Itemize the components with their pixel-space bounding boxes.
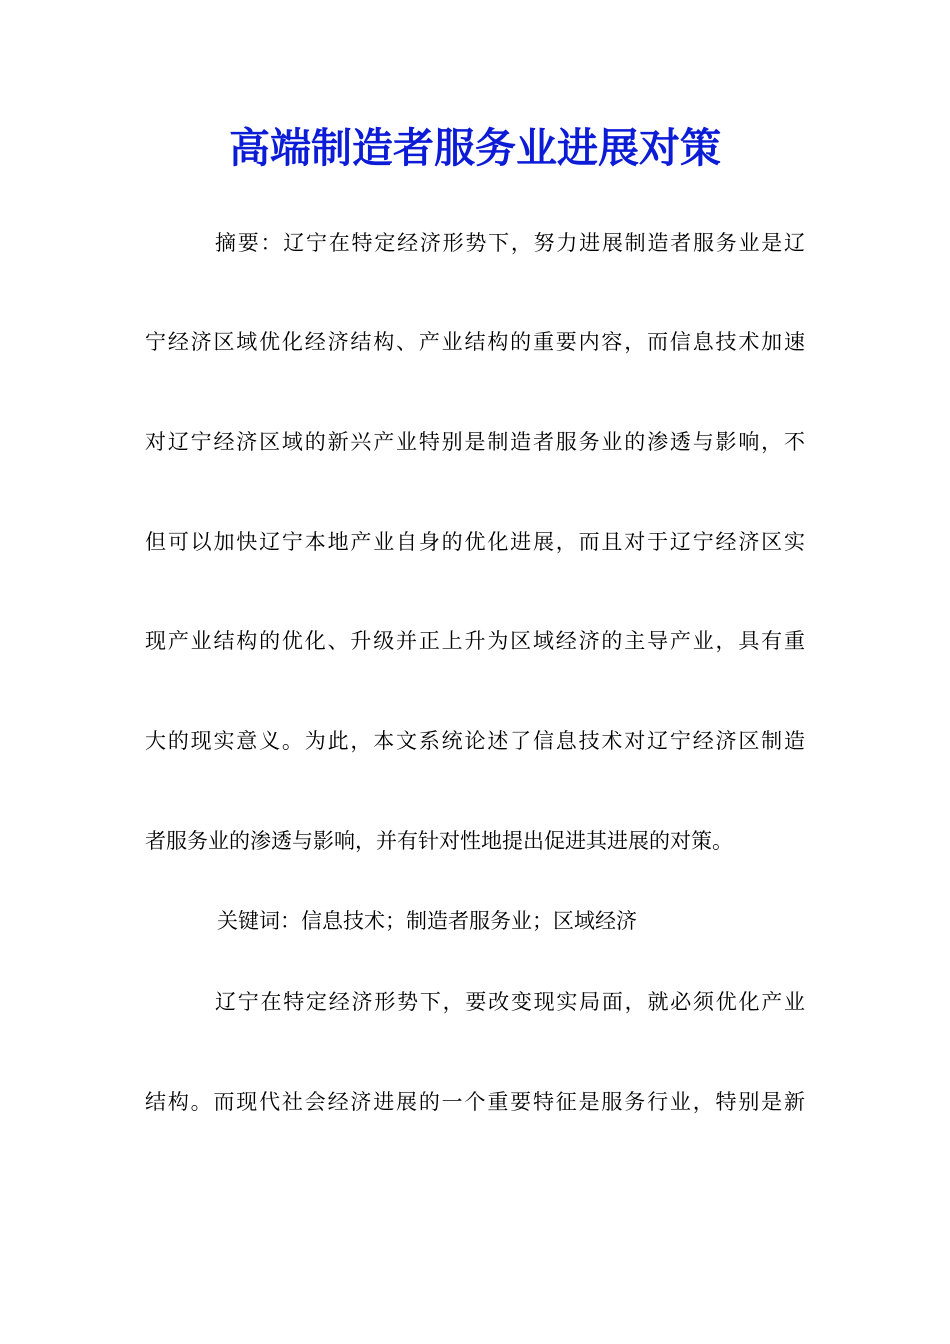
- abstract-line-5: 现产业结构的优化、升级并正上升为区域经济的主导产业，具有重: [145, 629, 805, 653]
- document-title: 高端制造者服务业进展对策: [229, 124, 721, 172]
- abstract-line-6: 大的现实意义。为此，本文系统论述了信息技术对辽宁经济区制造: [145, 729, 805, 753]
- body-line-2: 结构。而现代社会经济进展的一个重要特征是服务行业，特别是新: [145, 1090, 805, 1114]
- keywords-line: 关键词：信息技术；制造者服务业；区域经济: [217, 909, 637, 933]
- abstract-line-1: 摘要：辽宁在特定经济形势下，努力进展制造者服务业是辽: [215, 231, 805, 255]
- body-line-1: 辽宁在特定经济形势下，要改变现实局面，就必须优化产业: [215, 990, 805, 1014]
- abstract-line-4: 但可以加快辽宁本地产业自身的优化进展，而且对于辽宁经济区实: [145, 530, 805, 554]
- abstract-line-2: 宁经济区域优化经济结构、产业结构的重要内容，而信息技术加速: [145, 330, 805, 354]
- abstract-line-3: 对辽宁经济区域的新兴产业特别是制造者服务业的渗透与影响，不: [145, 430, 805, 454]
- abstract-line-7: 者服务业的渗透与影响，并有针对性地提出促进其进展的对策。: [145, 829, 733, 853]
